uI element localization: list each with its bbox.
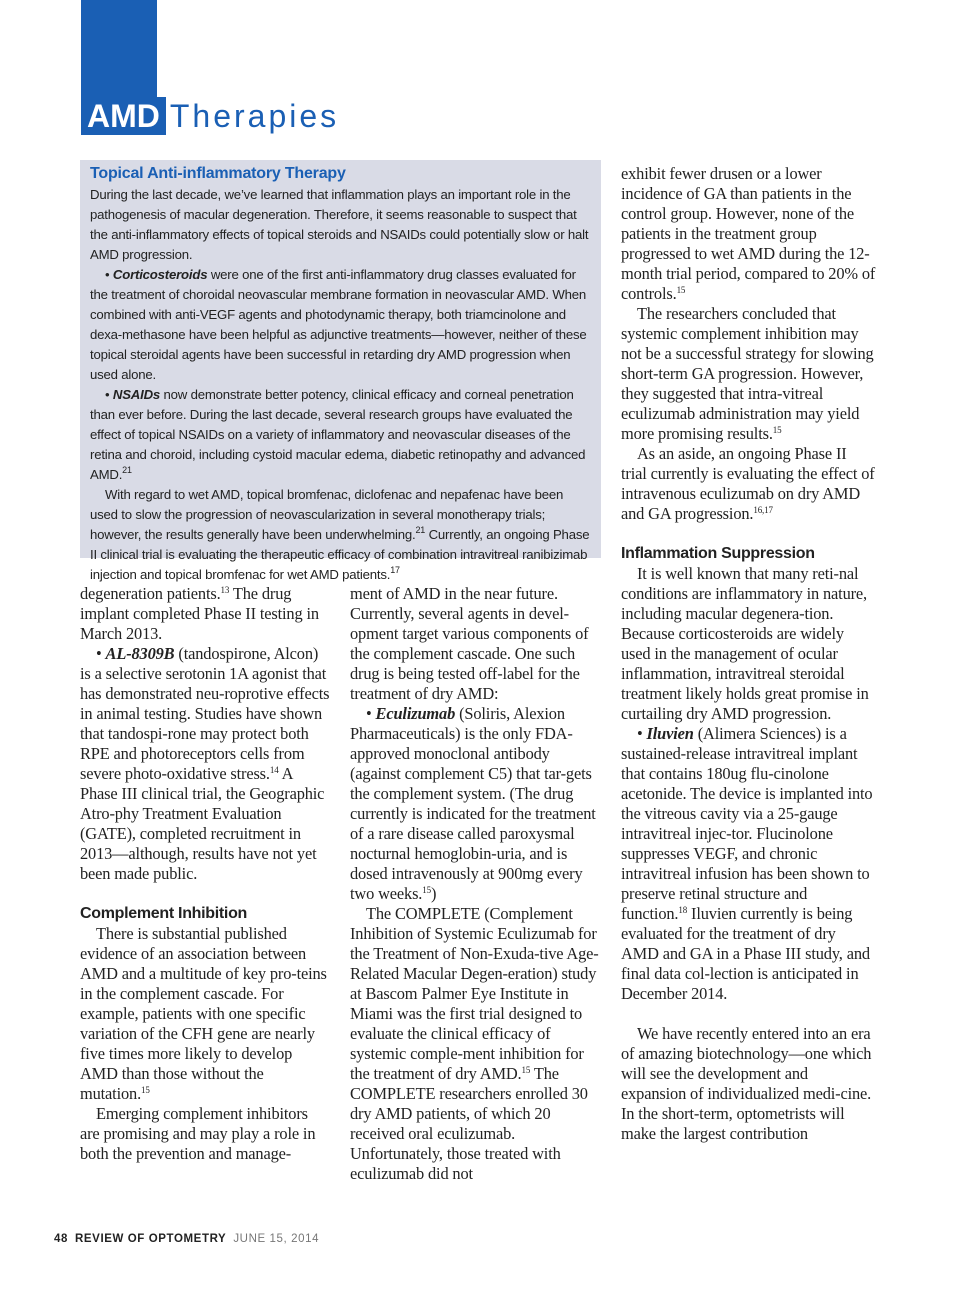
column-1 xyxy=(80,584,330,1164)
reference: 13 xyxy=(220,585,230,595)
body-paragraph: The researchers concluded that systemic complement inhibition may not be a successful strategy for slowing short-term GA progression. However, they suggested that intra-vitreal eculizumab administration may yield more promising results.$^{15}$ xyxy=(621,304,874,443)
sidebar-paragraph: • Corticosteroids were one of the first anti-inflammatory drug classes evaluated for the treatment of choroidal neovascular membrane formation in neovascular AMD. When combined with anti-VEGF agents and photodynamic therapy, both triamcinolone and dexa-methasone have been helpful as adjunctive treatments—however, neither of these topical steroidal agents have been successful in retarding dry AMD progression when used alone. xyxy=(90,267,587,382)
body-paragraph: • AL-8309B (tandospirone, Alcon) is a selective serotonin 1A agonist that has demonstrated neu-roprotive effects in animal testing. Studies have shown that tandospi-rone may protect both RPE and photoreceptors cells from severe photo-oxidative stress.$^{14}$ A Phase III clinical trial, the Geographic Atro-phy Treatment Evaluation (GATE), completed recruitment in 2013—although, results have not yet been made public. xyxy=(80,644,330,883)
sidebar-paragraph: • NSAIDs now demonstrate better potency, clinical efficacy and corneal penetration than ever before. During the last decade, several research groups have evaluated the effect of topical NSAIDs on a variety of inflammatory and neovascular diseases of the retina and choroid, including cystoid macular edema, diabetic retinopathy and advanced AMD.$^{21}$ xyxy=(90,387,586,482)
body-paragraph: There is substantial published evidence of an association between AMD and a multitude of key pro-teins in the complement cascade. For example, patients with one specific variation of the CFH gene are nearly five times more likely to develop AMD than those without the mutation.$^{15}$ xyxy=(80,924,327,1103)
reference: 15 xyxy=(422,885,431,895)
page-number: 48 xyxy=(54,1233,68,1245)
term-iluvien: Iluvien xyxy=(646,724,694,743)
reference: 21 xyxy=(415,525,426,535)
body-paragraph: exhibit fewer drusen or a lower incidence of GA than patients in the control group. However, none of the patients in the treatment group progressed to wet AMD during the 12-month trial period, compared to 20% of controls.$^{15}$ xyxy=(621,164,876,303)
term-corticosteroids: Corticosteroids xyxy=(112,267,208,282)
body-paragraph: The COMPLETE (Complement Inhibition of Systemic Eculizumab for the Treatment of Non-Exuda-tive Age-Related Macular Degen-eration) study at Bascom Palmer Eye Institute in Miami was the first trial designed to evaluate the clinical efficacy of systemic comple-ment inhibition for the treatment of dry AMD.$^{15}$ The COMPLETE researchers enrolled 30 dry AMD patients, of which 20 received oral eculizumab. Unfortunately, those treated with eculizumab did not xyxy=(350,904,599,1183)
body-paragraph: • Iluvien (Alimera Sciences) is a sustained-release intravitreal implant that contains 180ug flu-cinolone acetonide. The device is implanted into the vitreous cavity via a 25-gauge intravitreal injec-tor. Flucinolone suppresses VEGF, and chronic intravitreal infusion has been shown to preserve retinal structure and function.$^{18}$ Iluvien currently is being evaluated for the treatment of dry AMD and GA in a Phase III study, and final data col-lection is anticipated in December 2014. xyxy=(621,724,873,1003)
term-eculizumab: Eculizumab xyxy=(375,704,456,723)
reference: 18 xyxy=(678,905,688,915)
reference: 16,17 xyxy=(753,505,773,515)
column-2 xyxy=(350,584,600,1184)
term-al-8309b: AL-8309B xyxy=(105,644,175,663)
column-3 xyxy=(621,164,876,1144)
body-paragraph: Emerging complement inhibitors are promising and may play a role in both the prevention and manage- xyxy=(80,1104,316,1163)
reference: 15 xyxy=(521,1065,531,1075)
body-paragraph: It is well known that many reti-nal conditions are inflammatory in nature, including macular degenera-tion. Because corticosteroids are widely used in the management of ocular inflammation, intravitreal steroidal treatment likely holds great promise in curtailing dry AMD progression. xyxy=(621,564,869,723)
body-paragraph: • Eculizumab (Soliris, Alexion Pharmaceuticals) is the only FDA-approved monoclonal antibody (against complement C5) that tar-gets the complement system. (The drug currently is indicated for the treatment of a rare disease called paroxysmal nocturnal hemoglobin-uria, and is dosed intravenously at 900mg every two weeks.$^{15}$) xyxy=(350,704,596,903)
publication-name: REVIEW OF OPTOMETRY xyxy=(75,1233,227,1245)
sidebar-title: Topical Anti-inflammatory Therapy xyxy=(90,165,346,182)
reference: 15 xyxy=(676,285,686,295)
section-title-therapies: Therapies xyxy=(169,98,340,134)
term-nsaids: NSAIDs xyxy=(112,387,161,402)
sidebar-box xyxy=(80,160,601,582)
heading-complement-inhibition: Complement Inhibition xyxy=(80,905,248,922)
body-paragraph: ment of AMD in the near future. Currently, several agents in devel-opment target various components of the complement cascade. One such drug is being tested off-label for the treatment of dry AMD: xyxy=(350,584,589,703)
issue-date: JUNE 15, 2014 xyxy=(233,1233,320,1245)
body-paragraph: degeneration patients.$^{13}$ The drug implant completed Phase II testing in March 2013. xyxy=(80,584,319,643)
section-title xyxy=(81,97,339,135)
reference: 21 xyxy=(122,465,132,475)
page-footer xyxy=(54,1232,319,1246)
sidebar-paragraph: With regard to wet AMD, topical bromfenac, diclofenac and nepafenac have been used to slow the progression of neovascularization in several monotherapy trials; however, the results generally have been underwhelming.$^{21}$ Currently, an ongoing Phase II clinical trial is evaluating the therapeutic efficacy of combination intravitreal ranibizimab injection and topical bromfenac for wet AMD patients.$^{17}$ xyxy=(90,487,590,582)
sidebar-paragraph: During the last decade, we’ve learned that inflammation plays an important role in the pathogenesis of macular degeneration. Therefore, it seems reasonable to suspect that the anti-inflammatory effects of topical steroids and NSAIDs could potentially slow or halt AMD progression. xyxy=(90,187,589,262)
reference: 15 xyxy=(141,1085,150,1095)
body-paragraph: We have recently entered into an era of amazing biotechnology—one which will see the development and expansion of individualized medi-cine. In the short-term, optometrists will make the largest contribution xyxy=(621,1024,872,1143)
reference: 14 xyxy=(269,765,279,775)
section-title-amd: AMD xyxy=(81,97,166,135)
body-paragraph: As an aside, an ongoing Phase II trial currently is evaluating the effect of intravenous eculizumab on dry AMD and GA progression.$^{16,17}$ xyxy=(621,444,875,523)
reference: 17 xyxy=(390,565,400,575)
reference: 15 xyxy=(772,425,782,435)
heading-inflammation-suppression: Inflammation Suppression xyxy=(621,545,815,562)
